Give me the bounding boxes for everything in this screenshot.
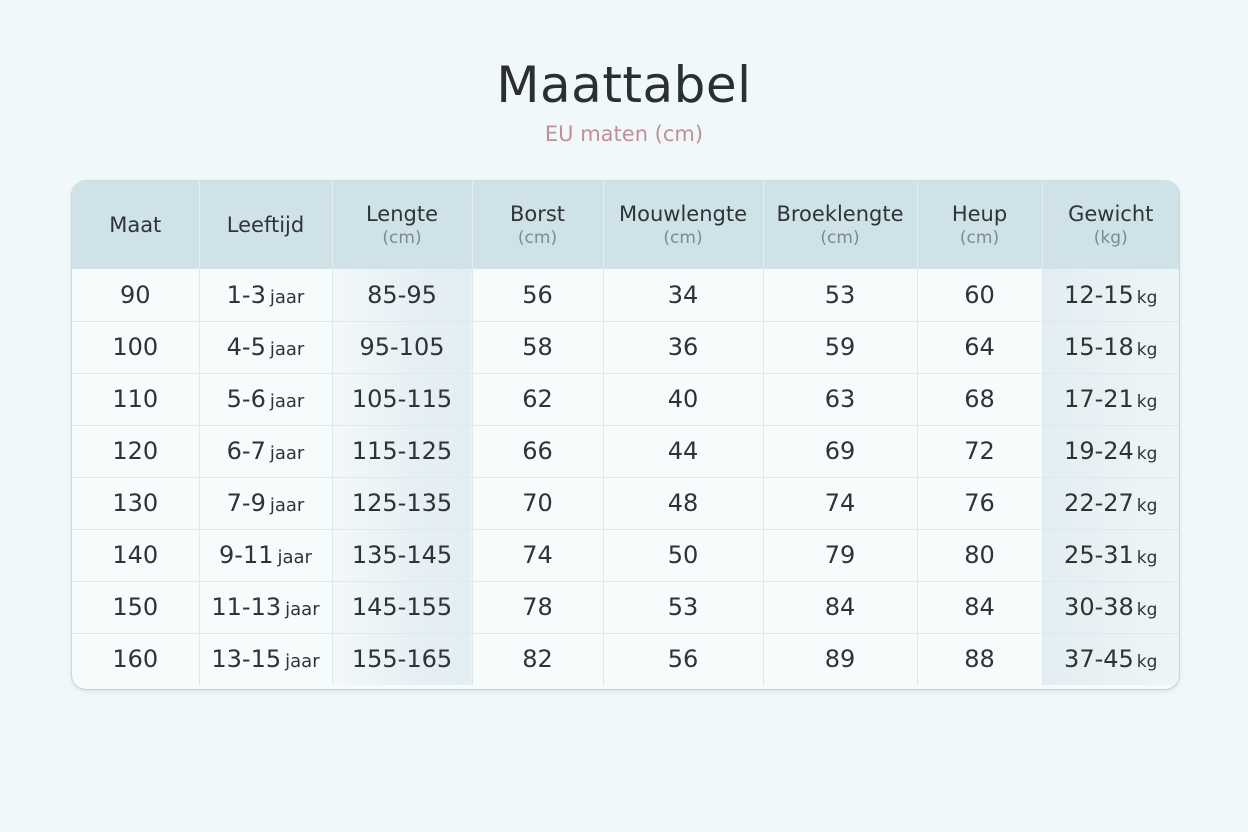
age-unit: jaar xyxy=(285,651,320,673)
cell-lengte xyxy=(332,529,472,581)
cell-value: 59 xyxy=(824,333,856,361)
cell-value: 145-155 xyxy=(351,593,453,621)
cell-heup xyxy=(917,633,1042,685)
weight-unit: kg xyxy=(1136,548,1158,568)
cell-value: 105-115 xyxy=(351,385,453,413)
cell-borst xyxy=(472,269,603,321)
weight-unit: kg xyxy=(1136,392,1158,412)
cell-value: 48 xyxy=(667,489,699,517)
cell-value: 110 xyxy=(112,385,159,413)
age-unit: jaar xyxy=(269,286,305,308)
header-row xyxy=(72,181,1179,269)
age-unit: jaar xyxy=(269,495,305,516)
weight-unit: kg xyxy=(1136,496,1158,516)
cell-broeklengte xyxy=(763,529,917,581)
cell-broeklengte xyxy=(763,425,917,477)
cell-lengte xyxy=(332,373,472,425)
cell-borst xyxy=(472,373,603,425)
cell-heup xyxy=(917,581,1042,633)
cell-gewicht xyxy=(1042,529,1179,581)
cell-value: 56 xyxy=(667,645,699,674)
cell-value: 80 xyxy=(964,541,995,569)
cell-leeftijd xyxy=(199,633,332,685)
column-header-borst xyxy=(472,181,603,269)
column-header-label: Mouwlengte xyxy=(619,202,747,226)
cell-value: 40 xyxy=(667,385,699,413)
column-header-gewicht xyxy=(1042,181,1179,269)
cell-borst xyxy=(472,529,603,581)
cell-lengte xyxy=(332,477,472,529)
age-unit: jaar xyxy=(269,339,305,360)
cell-mouwlengte xyxy=(603,529,763,581)
cell-value: 74 xyxy=(522,541,553,569)
cell-value: 125-135 xyxy=(351,489,453,517)
cell-value: 89 xyxy=(824,645,856,674)
cell-leeftijd xyxy=(199,269,332,321)
column-header-leeftijd xyxy=(199,181,332,269)
cell-value: 4-5 xyxy=(226,333,266,361)
cell-value: 13-15 xyxy=(211,645,282,674)
table-row xyxy=(72,269,1179,321)
cell-value: 56 xyxy=(522,280,553,309)
cell-value: 79 xyxy=(824,541,856,569)
cell-broeklengte xyxy=(763,477,917,529)
column-header-unit: (cm) xyxy=(663,228,703,248)
cell-value: 9-11 xyxy=(219,541,274,569)
cell-value: 160 xyxy=(112,645,159,674)
cell-maat xyxy=(72,321,199,373)
cell-leeftijd xyxy=(199,477,332,529)
cell-mouwlengte xyxy=(603,477,763,529)
column-header-unit: (cm) xyxy=(959,228,1000,248)
cell-leeftijd xyxy=(199,321,332,373)
cell-gewicht xyxy=(1042,633,1179,685)
cell-lengte xyxy=(332,633,472,685)
cell-value: 95-105 xyxy=(359,333,445,361)
cell-maat xyxy=(72,633,199,685)
size-table-container xyxy=(72,181,1179,689)
cell-value: 140 xyxy=(112,541,159,569)
cell-mouwlengte xyxy=(603,633,763,685)
cell-lengte xyxy=(332,269,472,321)
cell-value: 120 xyxy=(112,437,159,465)
cell-value: 12-15 xyxy=(1064,280,1134,309)
weight-unit: kg xyxy=(1136,340,1158,360)
cell-value: 53 xyxy=(824,280,856,309)
cell-gewicht xyxy=(1042,321,1179,373)
cell-value: 135-145 xyxy=(351,541,453,569)
page-title: Maattabel xyxy=(496,56,752,114)
table-row xyxy=(72,373,1179,425)
cell-borst xyxy=(472,321,603,373)
cell-value: 84 xyxy=(824,593,856,621)
cell-heup xyxy=(917,425,1042,477)
weight-unit: kg xyxy=(1136,444,1158,464)
column-header-label: Leeftijd xyxy=(226,213,305,237)
column-header-label: Heup xyxy=(951,202,1008,226)
cell-broeklengte xyxy=(763,321,917,373)
cell-value: 34 xyxy=(667,280,699,309)
cell-mouwlengte xyxy=(603,581,763,633)
cell-gewicht xyxy=(1042,477,1179,529)
cell-maat xyxy=(72,425,199,477)
cell-value: 66 xyxy=(522,437,553,465)
cell-borst xyxy=(472,633,603,685)
table-row xyxy=(72,581,1179,633)
cell-heup xyxy=(917,269,1042,321)
cell-leeftijd xyxy=(199,425,332,477)
cell-value: 36 xyxy=(667,333,699,361)
cell-maat xyxy=(72,477,199,529)
cell-value: 53 xyxy=(667,593,699,621)
column-header-unit: (cm) xyxy=(382,228,422,248)
cell-value: 155-165 xyxy=(351,645,453,674)
cell-value: 64 xyxy=(964,333,995,361)
cell-value: 58 xyxy=(522,333,553,361)
table-body xyxy=(72,269,1179,685)
cell-mouwlengte xyxy=(603,321,763,373)
cell-value: 5-6 xyxy=(226,385,266,413)
column-header-label: Borst xyxy=(509,202,566,226)
cell-value: 11-13 xyxy=(211,593,282,621)
cell-value: 90 xyxy=(119,280,151,309)
cell-value: 130 xyxy=(112,489,159,517)
cell-value: 74 xyxy=(824,489,856,517)
cell-lengte xyxy=(332,425,472,477)
cell-leeftijd xyxy=(199,581,332,633)
page-subtitle: EU maten (cm) xyxy=(544,122,704,146)
cell-heup xyxy=(917,529,1042,581)
cell-value: 62 xyxy=(522,385,553,413)
table-row xyxy=(72,477,1179,529)
cell-value: 63 xyxy=(824,385,856,413)
cell-value: 85-95 xyxy=(367,280,437,309)
cell-broeklengte xyxy=(763,581,917,633)
cell-heup xyxy=(917,373,1042,425)
cell-value: 60 xyxy=(964,280,995,309)
cell-leeftijd xyxy=(199,373,332,425)
cell-broeklengte xyxy=(763,373,917,425)
cell-maat xyxy=(72,581,199,633)
cell-value: 15-18 xyxy=(1064,333,1134,361)
cell-gewicht xyxy=(1042,581,1179,633)
cell-value: 19-24 xyxy=(1064,437,1134,465)
age-unit: jaar xyxy=(277,547,312,568)
cell-value: 30-38 xyxy=(1064,593,1134,621)
cell-maat xyxy=(72,373,199,425)
weight-unit: kg xyxy=(1136,652,1158,673)
column-header-label: Gewicht xyxy=(1068,202,1154,226)
table-row xyxy=(72,529,1179,581)
cell-value: 72 xyxy=(964,437,995,465)
cell-value: 50 xyxy=(667,541,699,569)
cell-value: 76 xyxy=(964,489,995,517)
column-header-heup xyxy=(917,181,1042,269)
cell-value: 1-3 xyxy=(226,280,266,309)
cell-lengte xyxy=(332,321,472,373)
table-header xyxy=(72,181,1179,269)
column-header-maat xyxy=(72,181,199,269)
table-row xyxy=(72,321,1179,373)
column-header-unit: (cm) xyxy=(820,228,860,248)
size-table xyxy=(72,181,1179,685)
cell-mouwlengte xyxy=(603,373,763,425)
weight-unit: kg xyxy=(1136,287,1158,308)
cell-value: 17-21 xyxy=(1064,385,1134,413)
column-header-lengte xyxy=(332,181,472,269)
cell-value: 150 xyxy=(112,593,159,621)
cell-broeklengte xyxy=(763,633,917,685)
cell-heup xyxy=(917,321,1042,373)
column-header-label: Broeklengte xyxy=(776,202,904,226)
table-row xyxy=(72,425,1179,477)
age-unit: jaar xyxy=(269,443,305,464)
cell-value: 37-45 xyxy=(1064,645,1134,674)
age-unit: jaar xyxy=(269,391,305,412)
cell-borst xyxy=(472,477,603,529)
cell-value: 82 xyxy=(522,645,553,674)
cell-value: 100 xyxy=(112,333,159,361)
cell-mouwlengte xyxy=(603,425,763,477)
cell-value: 78 xyxy=(522,593,553,621)
cell-leeftijd xyxy=(199,529,332,581)
cell-maat xyxy=(72,269,199,321)
weight-unit: kg xyxy=(1136,600,1158,620)
column-header-broeklengte xyxy=(763,181,917,269)
cell-lengte xyxy=(332,581,472,633)
cell-mouwlengte xyxy=(603,269,763,321)
column-header-label: Maat xyxy=(109,213,162,237)
cell-borst xyxy=(472,425,603,477)
cell-value: 115-125 xyxy=(351,437,453,465)
column-header-unit: (kg) xyxy=(1093,228,1128,248)
column-header-mouwlengte xyxy=(603,181,763,269)
cell-maat xyxy=(72,529,199,581)
cell-value: 25-31 xyxy=(1064,541,1134,569)
table-row xyxy=(72,633,1179,685)
cell-value: 6-7 xyxy=(226,437,266,465)
cell-value: 69 xyxy=(824,437,856,465)
column-header-unit: (cm) xyxy=(517,228,558,248)
cell-gewicht xyxy=(1042,373,1179,425)
age-unit: jaar xyxy=(285,599,320,620)
cell-heup xyxy=(917,477,1042,529)
cell-broeklengte xyxy=(763,269,917,321)
cell-value: 68 xyxy=(964,385,995,413)
cell-gewicht xyxy=(1042,425,1179,477)
cell-value: 70 xyxy=(522,489,553,517)
cell-value: 88 xyxy=(964,645,995,674)
cell-value: 7-9 xyxy=(226,489,266,517)
cell-gewicht xyxy=(1042,269,1179,321)
cell-value: 84 xyxy=(964,593,995,621)
cell-value: 22-27 xyxy=(1064,489,1134,517)
cell-value: 44 xyxy=(667,437,699,465)
cell-borst xyxy=(472,581,603,633)
column-header-label: Lengte xyxy=(365,202,439,226)
